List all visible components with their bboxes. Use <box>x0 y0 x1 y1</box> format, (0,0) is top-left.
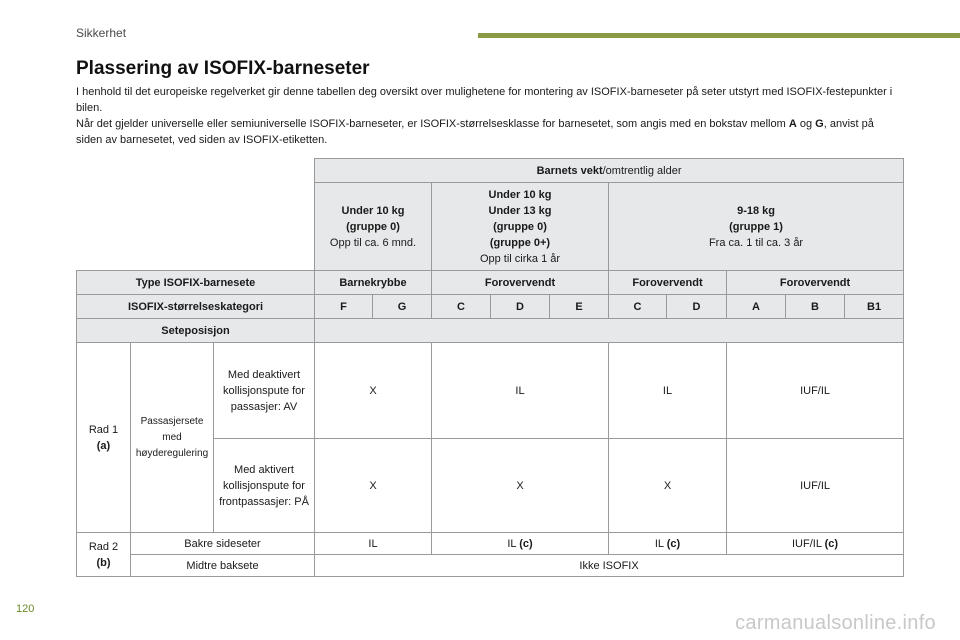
value-cell: IL <box>315 533 432 555</box>
value-cell: X <box>315 439 432 533</box>
type-cell: Forovervendt <box>727 271 904 295</box>
row1-seat: Passasjersete med høyderegulering <box>131 343 214 533</box>
intro-paragraph-2: Når det gjelder universelle eller semiuniverselle ISOFIX-barneseter, er ISOFIX-størrelsesklasse for barnesetet, som angis med en bokstav mellom A og G, anvist på siden av barnesetet, ved siden av ISOFIX-etiketten. <box>76 118 874 146</box>
page-number: 120 <box>16 603 35 615</box>
watermark: carmanualsonline.info <box>735 612 936 634</box>
group-under-10kg: Under 10 kg (gruppe 0) Opp til ca. 6 mnd. <box>315 183 432 271</box>
row1-airbag-off <box>77 343 904 439</box>
row2-label: Rad 2 (b) <box>77 533 131 577</box>
group-9-18kg: 9-18 kg (gruppe 1) Fra ca. 1 til ca. 3 år <box>609 183 904 271</box>
weight-groups-row <box>77 183 904 271</box>
intro-text <box>76 84 896 148</box>
value-cell: X <box>609 439 727 533</box>
value-cell: IL (c) <box>432 533 609 555</box>
value-cell: X <box>432 439 609 533</box>
isofix-table <box>76 158 904 577</box>
intro-paragraph-1: I henhold til det europeiske regelverket gir denne tabellen deg oversikt over mulighetene for montering av ISOFIX-barneseter på seter utstyrt med ISOFIX-festepunkter i bilen. <box>76 86 893 114</box>
seat-position-label: Seteposisjon <box>77 319 315 343</box>
row1-label: Rad 1 (a) <box>77 343 131 533</box>
type-cell: Forovervendt <box>609 271 727 295</box>
size-cell: B1 <box>845 295 904 319</box>
size-cell: C <box>432 295 491 319</box>
group-under-13kg: Under 10 kg Under 13 kg (gruppe 0) (gruppe 0+) Opp til cirka 1 år <box>432 183 609 271</box>
value-cell: IUF/IL <box>727 343 904 439</box>
section-header: Sikkerhet <box>76 26 127 40</box>
size-cell: D <box>491 295 550 319</box>
size-cell: B <box>786 295 845 319</box>
size-cell: G <box>373 295 432 319</box>
value-cell: IL (c) <box>609 533 727 555</box>
row2-middle <box>77 555 904 577</box>
middle-seat-value: Ikke ISOFIX <box>315 555 904 577</box>
size-row <box>77 295 904 319</box>
size-cell: C <box>609 295 667 319</box>
rear-side-label: Bakre sideseter <box>131 533 315 555</box>
size-cell: F <box>315 295 373 319</box>
middle-seat-label: Midtre baksete <box>131 555 315 577</box>
value-cell: IL <box>609 343 727 439</box>
value-cell: X <box>315 343 432 439</box>
weight-header: Barnets vekt/omtrentlig alder <box>315 159 904 183</box>
seat-position-row <box>77 319 904 343</box>
type-row <box>77 271 904 295</box>
page-title: Plassering av ISOFIX-barneseter <box>76 58 370 79</box>
type-cell: Barnekrybbe <box>315 271 432 295</box>
airbag-off-label: Med deaktivert kollisjonspute for passasjer: AV <box>214 343 315 439</box>
size-cell: D <box>667 295 727 319</box>
size-label: ISOFIX-størrelseskategori <box>77 295 315 319</box>
accent-bar <box>478 33 960 38</box>
value-cell: IUF/IL <box>727 439 904 533</box>
size-cell: A <box>727 295 786 319</box>
value-cell: IUF/IL (c) <box>727 533 904 555</box>
weight-header-row <box>77 159 904 183</box>
type-cell: Forovervendt <box>432 271 609 295</box>
value-cell: IL <box>432 343 609 439</box>
type-label: Type ISOFIX-barnesete <box>77 271 315 295</box>
size-cell: E <box>550 295 609 319</box>
row2-rear-side <box>77 533 904 555</box>
airbag-on-label: Med aktivert kollisjonspute for frontpassasjer: PÅ <box>214 439 315 533</box>
